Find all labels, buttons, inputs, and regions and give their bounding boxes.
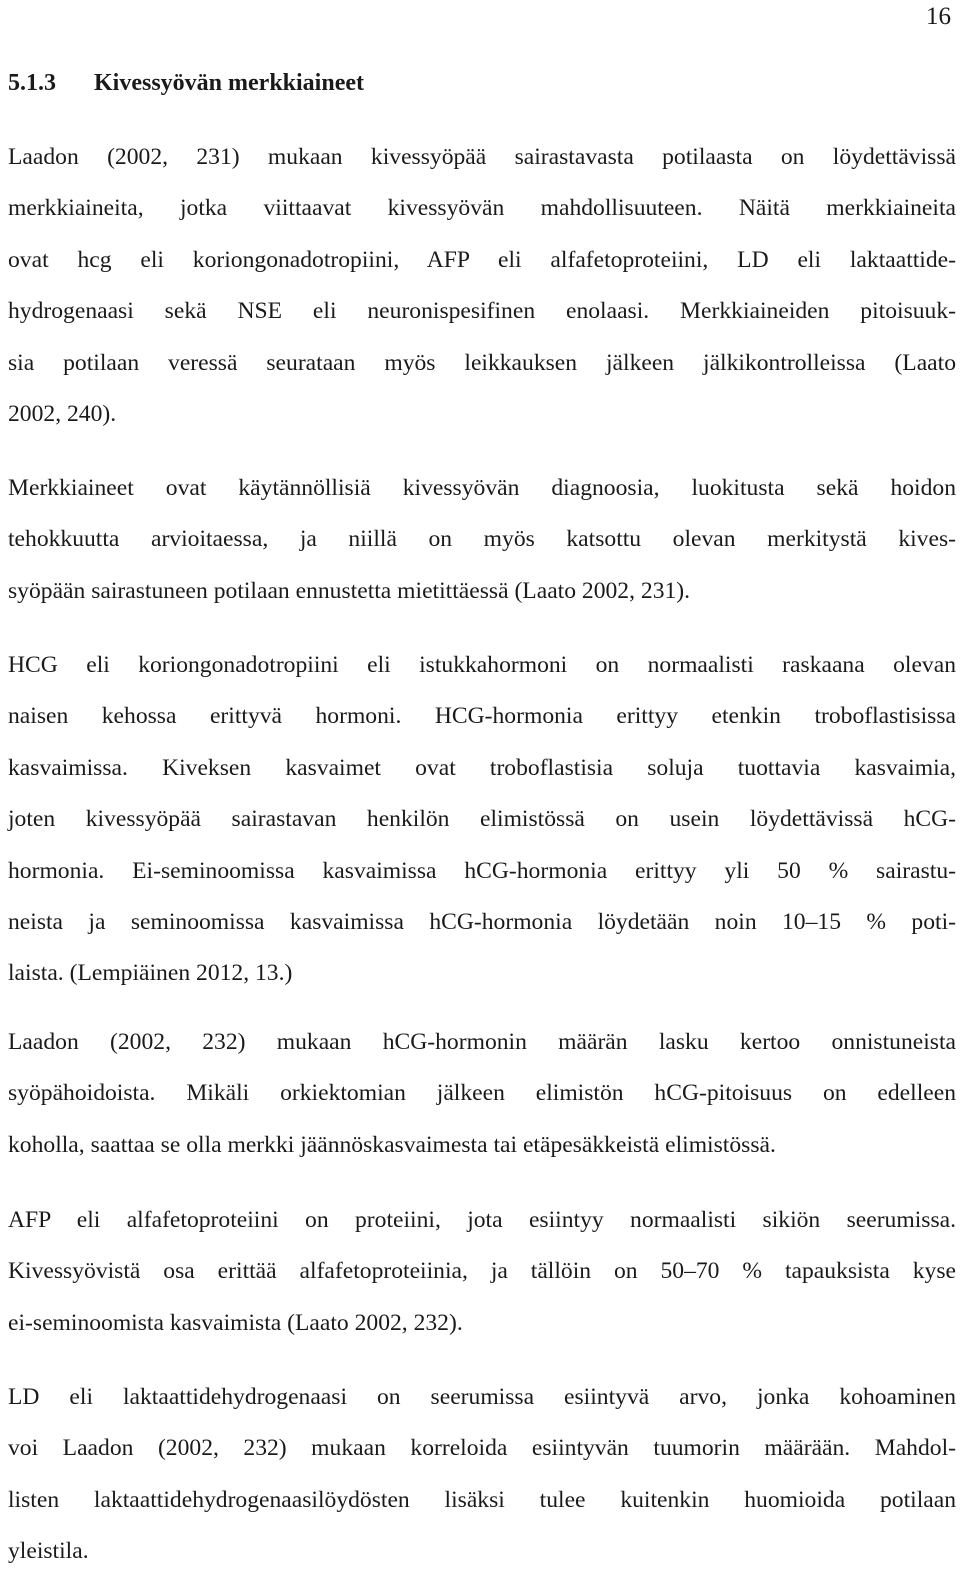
- text-line: hormonia. Ei-seminoomissa kasvaimissa hCG-hormonia erittyy yli 50 % sairastu-: [8, 857, 956, 884]
- section-number: 5.1.3: [8, 70, 56, 96]
- text-line: ei-seminoomista kasvaimista (Laato 2002, 232).: [8, 1309, 463, 1336]
- text-line: 2002, 240).: [8, 400, 117, 427]
- text-line: listen laktaattidehydrogenaasilöydösten lisäksi tulee kuitenkin huomioida potilaan: [8, 1486, 956, 1513]
- text-line: kasvaimissa. Kiveksen kasvaimet ovat troboflastisia soluja tuottavia kasvaimia,: [8, 754, 956, 781]
- text-line: voi Laadon (2002, 232) mukaan korreloida esiintyvän tuumorin määrään. Mahdol-: [8, 1435, 956, 1462]
- paragraph: [8, 1372, 956, 1578]
- text-line: syöpähoidoista. Mikäli orkiektomian jälkeen elimistön hCG-pitoisuus on edelleen: [8, 1080, 956, 1107]
- text-line: Laadon (2002, 232) mukaan hCG-hormonin määrän lasku kertoo onnistuneista: [8, 1029, 956, 1055]
- text-line: sia potilaan veressä seurataan myös leikkauksen jälkeen jälkikontrolleissa (Laato: [8, 349, 956, 376]
- text-line: ovat hcg eli koriongonadotropiini, AFP eli alfafetoproteiini, LD eli laktaattide-: [8, 246, 956, 273]
- paragraph: [8, 1195, 956, 1349]
- paragraph: [8, 1017, 956, 1171]
- text-line: syöpään sairastuneen potilaan ennustetta mietittäessä (Laato 2002, 231).: [8, 577, 691, 604]
- text-line: naisen kehossa erittyvä hormoni. HCG-hormonia erittyy etenkin troboflastisissa: [8, 703, 956, 730]
- paragraph: [8, 463, 956, 617]
- text-line: Kivessyövistä osa erittää alfafetoproteiinia, ja tällöin on 50–70 % tapauksista kyse: [8, 1258, 956, 1285]
- section-heading: [8, 66, 364, 100]
- text-line: laista. (Lempiäinen 2012, 13.): [8, 960, 293, 987]
- text-line: Laadon (2002, 231) mukaan kivessyöpää sairastavasta potilaasta on löydettävissä: [8, 144, 956, 170]
- text-line: tehokkuutta arvioitaessa, ja niillä on myös katsottu olevan merkitystä kives-: [8, 526, 956, 553]
- text-line: hydrogenaasi sekä NSE eli neuronispesifinen enolaasi. Merkkiaineiden pitoisuuk-: [8, 298, 956, 325]
- text-line: yleistila.: [8, 1538, 89, 1565]
- page-number: 16: [926, 3, 951, 30]
- text-line: neista ja seminoomissa kasvaimissa hCG-hormonia löydetään noin 10–15 % poti-: [8, 908, 956, 935]
- text-line: Merkkiaineet ovat käytännöllisiä kivessyövän diagnoosia, luokitusta sekä hoidon: [8, 475, 956, 501]
- text-line: joten kivessyöpää sairastavan henkilön elimistössä on usein löydettävissä hCG-: [8, 806, 956, 833]
- text-line: LD eli laktaattidehydrogenaasi on seerumissa esiintyvä arvo, jonka kohoaminen: [8, 1384, 956, 1410]
- text-line: HCG eli koriongonadotropiini eli istukkahormoni on normaalisti raskaana olevan: [8, 652, 956, 678]
- paragraph: [8, 132, 956, 440]
- section-title: Kivessyövän merkkiaineet: [94, 70, 364, 96]
- paragraph: [8, 640, 956, 1000]
- text-line: AFP eli alfafetoproteiini on proteiini, jota esiintyy normaalisti sikiön seerumissa.: [8, 1207, 956, 1233]
- text-line: koholla, saattaa se olla merkki jäännöskasvaimesta tai etäpesäkkeistä elimistössä.: [8, 1131, 776, 1158]
- text-line: merkkiaineita, jotka viittaavat kivessyövän mahdollisuuteen. Näitä merkkiaineita: [8, 195, 956, 222]
